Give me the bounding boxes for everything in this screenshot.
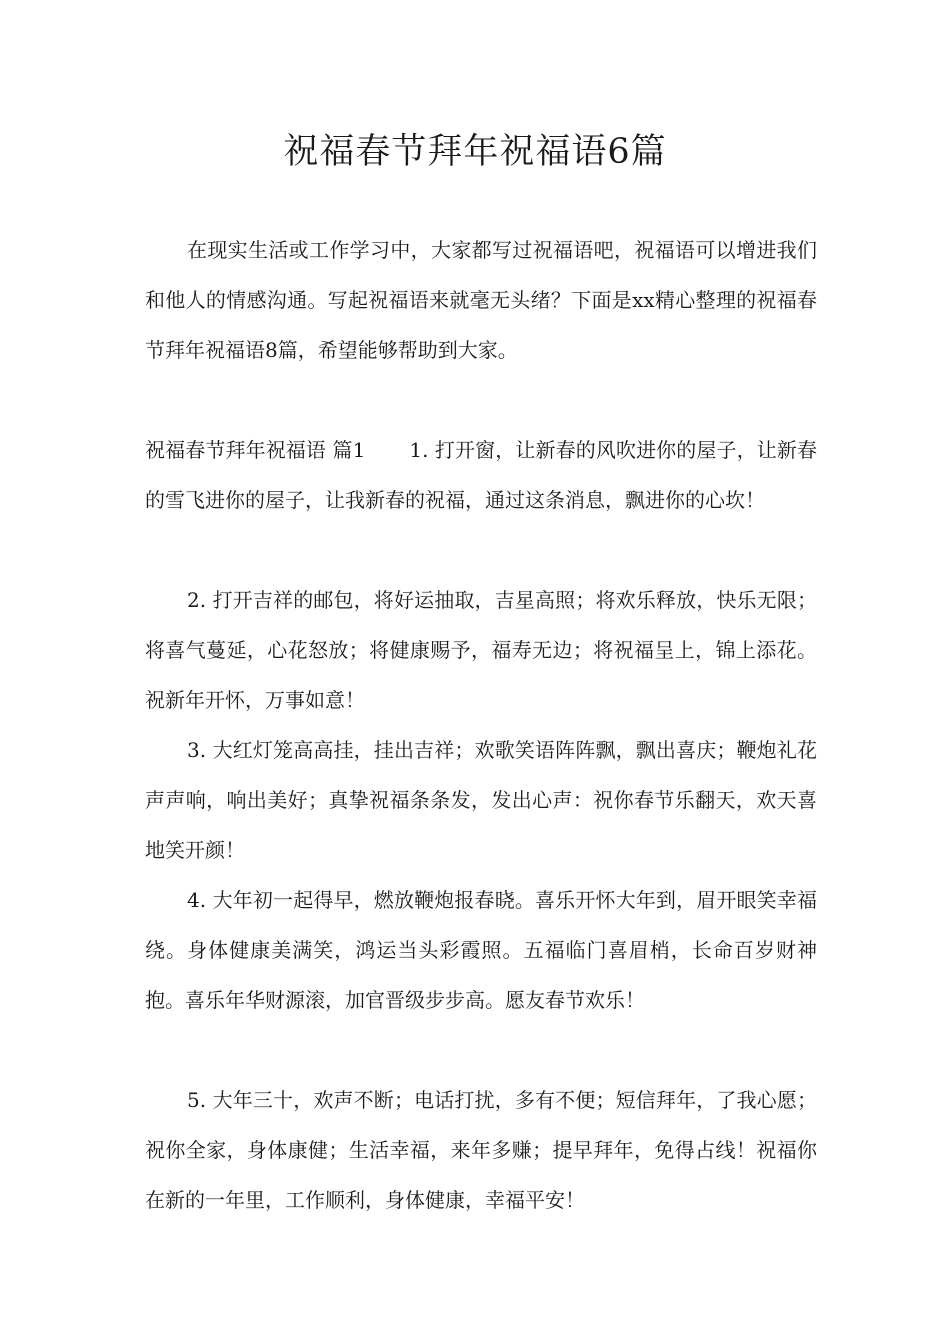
greeting-item-2: 2. 打开吉祥的邮包，将好运抽取，吉星高照；将欢乐释放，快乐无限；将喜气蔓延，心花怒放；将健康赐予，福寿无边；将祝福呈上，锦上添花。祝新年开怀，万事如意！ xyxy=(145,588,817,712)
greeting-item-4: 4. 大年初一起得早，燃放鞭炮报春晓。喜乐开怀大年到，眉开眼笑幸福绕。身体健康美满笑，鸿运当头彩霞照。五福临门喜眉梢，长命百岁财神抱。喜乐年华财源滚，加官晋级步步高。愿友春节欢乐！ xyxy=(145,888,817,1012)
greeting-item-5: 5. 大年三十，欢声不断；电话打扰，多有不便；短信拜年，了我心愿；祝你全家，身体康健；生活幸福，来年多赚；提早拜年，免得占线！祝福你在新的一年里，工作顺利，身体健康，幸福平安！ xyxy=(145,1088,817,1212)
document-title: 祝福春节拜年祝福语6篇 xyxy=(283,132,667,172)
section-1-paragraph xyxy=(145,425,817,525)
greeting-item-1: 1. 打开窗，让新春的风吹进你的屋子，让新春的雪飞进你的屋子，让我新春的祝福，通过这条消息，飘进你的心坎！ xyxy=(145,438,817,512)
greeting-item-3: 3. 大红灯笼高高挂，挂出吉祥；欢歌笑语阵阵飘，飘出喜庆；鞭炮礼花声声响，响出美好；真挚祝福条条发，发出心声：祝你春节乐翻天，欢天喜地笑开颜！ xyxy=(145,738,817,862)
section-heading: 祝福春节拜年祝福语 篇1 xyxy=(145,438,366,462)
intro-paragraph: 在现实生活或工作学习中，大家都写过祝福语吧，祝福语可以增进我们和他人的情感沟通。写起祝福语来就毫无头绪？下面是xx精心整理的祝福春节拜年祝福语8篇，希望能够帮助到大家。 xyxy=(145,238,817,362)
